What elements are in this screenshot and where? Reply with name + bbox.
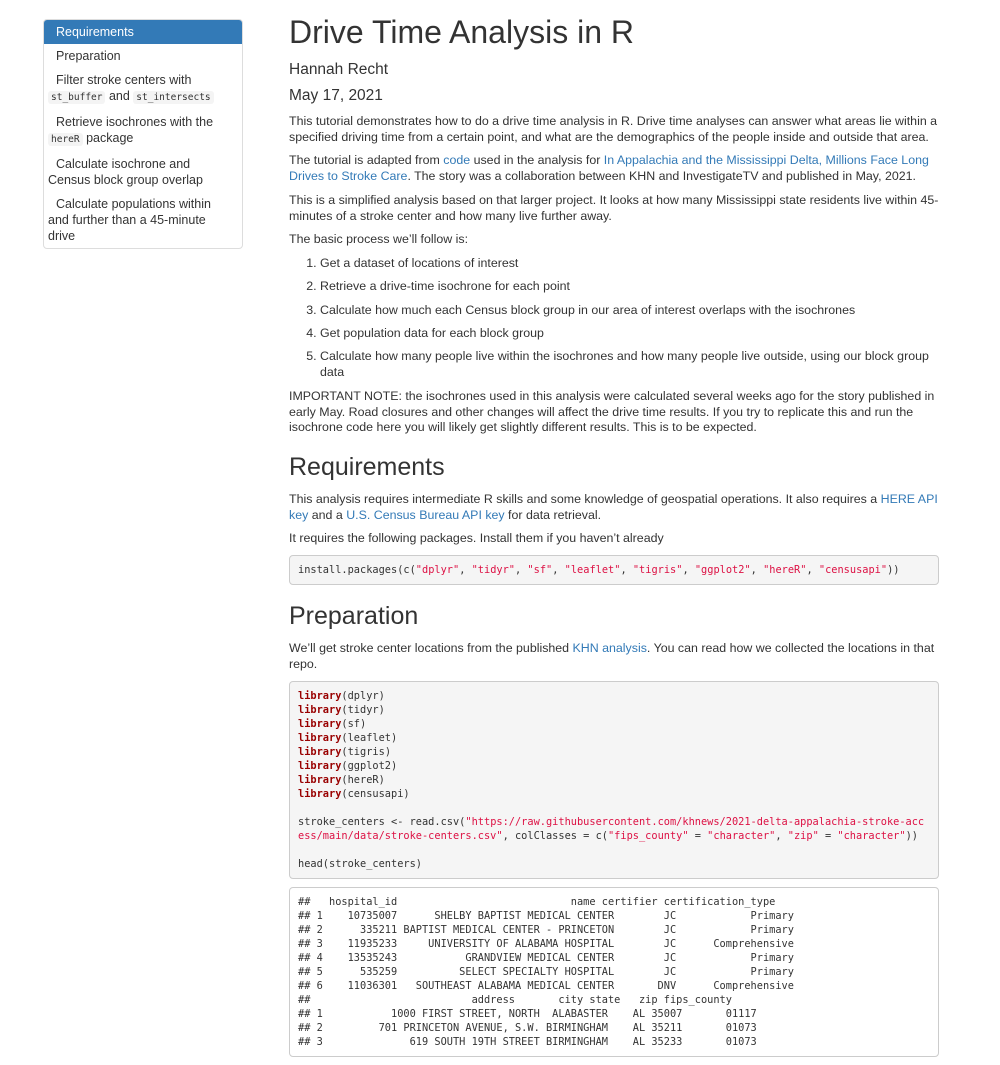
- output-line: ## 2 335211 BAPTIST MEDICAL CENTER - PRINCETON JC Primary: [298, 923, 794, 936]
- code-string: "tidyr": [471, 564, 516, 577]
- khn-analysis-link[interactable]: KHN analysis: [572, 641, 647, 656]
- code-string: "tigris": [632, 564, 683, 577]
- requirements-paragraph: [289, 492, 939, 523]
- publish-date: May 17, 2021: [289, 87, 383, 104]
- toc-item-label: Requirements: [56, 25, 134, 39]
- toc-item-label: Preparation: [56, 49, 121, 63]
- code-text: )): [905, 829, 918, 842]
- toc-item-label: and: [105, 89, 134, 103]
- head-output-block[interactable]: [289, 887, 939, 1057]
- toc-item-preparation[interactable]: [44, 44, 242, 68]
- important-note: IMPORTANT NOTE: the isochrones used in this analysis were calculated several weeks ago for the story published in early May. Road closures and other changes will affect the drive time results. If you try to replicate this and run the isochrone code here you will likely get slightly different results. This is to be expected.: [289, 388, 935, 435]
- toc-item-retrieve-isochrones[interactable]: [44, 110, 242, 152]
- list-item: 4. Get population data for each block group: [320, 326, 939, 342]
- table-of-contents: [43, 19, 243, 249]
- output-line: ## hospital_id name certifier certification_type: [298, 895, 776, 908]
- code-text: sf: [347, 717, 361, 730]
- section-heading-preparation: Preparation: [289, 602, 419, 631]
- toc-item-label: package: [82, 131, 134, 145]
- intro-paragraph: This is a simplified analysis based on that larger project. It looks at how many Mississippi state residents live within 45-minutes of a stroke center and how many live further away.: [289, 192, 939, 223]
- code-string: "zip": [787, 829, 819, 842]
- code-keyword: library: [298, 773, 342, 786]
- text: used in the analysis for: [470, 153, 604, 168]
- process-steps-list: [289, 256, 939, 381]
- code-link[interactable]: code: [443, 153, 471, 168]
- code-text: tidyr: [347, 703, 379, 716]
- code-text: leaflet: [347, 731, 392, 744]
- list-item: 1. Get a dataset of locations of interest: [320, 256, 939, 272]
- text: . The story was a collaboration between KHN and InvestigateTV and published in May, 2021.: [407, 169, 916, 184]
- code-text: stroke_centers <- read.csv(: [298, 815, 466, 828]
- here-api-key-link[interactable]: HERE API key: [289, 492, 938, 522]
- code-text: install.packages(c(: [298, 564, 416, 577]
- code-keyword: library: [298, 745, 342, 758]
- toc-item-label: Retrieve isochrones with the: [56, 115, 214, 129]
- code-text: hereR: [347, 773, 379, 786]
- code-string: "leaflet": [564, 564, 621, 577]
- code-text: =: [688, 829, 708, 842]
- intro-paragraph: The basic process we’ll follow is:: [289, 232, 469, 247]
- code-text: dplyr: [347, 689, 379, 702]
- main-content: [289, 8, 939, 1065]
- toc-code: st_buffer: [48, 91, 105, 104]
- list-item: 5. Calculate how many people live within the isochrones and how many people live outside, using our block group data: [320, 349, 939, 380]
- text: . You can read how we collected the locations in that repo.: [289, 641, 935, 671]
- code-keyword: library: [298, 717, 342, 730]
- code-keyword: library: [298, 703, 342, 716]
- preparation-paragraph: [289, 641, 939, 672]
- intro-paragraph: This tutorial demonstrates how to do a drive time analysis in R. Drive time analyses can answer what areas lie within a specified driving time from a certain point, and what are the demographics of the people inside and outside that area.: [289, 114, 938, 144]
- toc-code: st_intersects: [133, 91, 213, 104]
- code-text: )): [887, 564, 900, 577]
- census-api-key-link[interactable]: U.S. Census Bureau API key: [346, 507, 505, 522]
- text: We’ll get stroke center locations from the published: [289, 641, 573, 656]
- toc-item-calculate-overlap[interactable]: [44, 152, 242, 192]
- text: The tutorial is adapted from: [289, 153, 444, 168]
- code-string: "hereR": [763, 564, 807, 577]
- list-item: 3. Calculate how much each Census block group in our area of interest overlaps with the isochrones: [320, 303, 939, 319]
- output-line: ## 1 1000 FIRST STREET, NORTH ALABASTER AL 35007 01117: [298, 1007, 757, 1020]
- code-string: "character": [837, 829, 906, 842]
- output-line: ## 3 619 SOUTH 19TH STREET BIRMINGHAM AL 35233 01073: [298, 1035, 757, 1048]
- story-link[interactable]: In Appalachia and the Mississippi Delta, Millions Face Long Drives to Stroke Care: [289, 153, 929, 184]
- code-text: head(stroke_centers): [298, 857, 422, 870]
- code-string: "dplyr": [415, 564, 460, 577]
- output-line: ## address city state zip fips_county: [298, 993, 732, 1006]
- toc-item-label: Calculate isochrone and Census block group overlap: [48, 157, 203, 187]
- page-title: Drive Time Analysis in R: [289, 14, 634, 50]
- code-text: , colClasses = c(: [502, 829, 608, 842]
- output-line: ## 6 11036301 SOUTHEAST ALABAMA MEDICAL CENTER DNV Comprehensive: [298, 979, 794, 992]
- install-code-block[interactable]: install.packages(c("dplyr", "tidyr", "sf", "leaflet", "tigris", "ggplot2", "hereR", "censusapi")): [289, 555, 939, 585]
- output-line: ## 3 11935233 UNIVERSITY OF ALABAMA HOSPITAL JC Comprehensive: [298, 937, 794, 950]
- code-text: ,: [775, 829, 788, 842]
- code-keyword: library: [298, 689, 342, 702]
- author: Hannah Recht: [289, 61, 389, 78]
- code-string: "fips_county": [607, 829, 689, 842]
- toc-code: hereR: [48, 133, 83, 146]
- output-line: ## 4 13535243 GRANDVIEW MEDICAL CENTER JC Primary: [298, 951, 794, 964]
- toc-item-calculate-populations[interactable]: [44, 192, 242, 248]
- code-text: tigris: [347, 745, 385, 758]
- toc-item-label: Filter stroke centers with: [56, 73, 192, 87]
- code-keyword: library: [298, 787, 342, 800]
- toc-item-label: Calculate populations within and further than a 45-minute drive: [48, 197, 211, 243]
- text: for data retrieval.: [504, 507, 602, 522]
- code-text: =: [818, 829, 838, 842]
- section-heading-requirements: Requirements: [289, 453, 445, 481]
- text: and a: [308, 507, 347, 522]
- library-code-block[interactable]: library(dplyr) library(tidyr) library(sf) library(leaflet) library(tigris) library(ggplot2) library(hereR) library(censusapi) stroke_centers <- read.csv("https://raw.githubusercontent.com/khnews/2021-delta-appalachia-stroke-access/main/data/stroke-centers.csv", colClasses = c("fips_county" = "character", "zip" = "character")) head(stroke_centers): [289, 681, 939, 879]
- requirements-paragraph: It requires the following packages. Install them if you haven’t already: [289, 531, 664, 546]
- code-string: "https://raw.githubusercontent.com/khnews/2021-delta-appalachia-stroke-access/main/data/stroke-centers.csv": [298, 815, 925, 842]
- toc-item-filter-stroke-centers[interactable]: [44, 68, 242, 110]
- code-text: censusapi: [347, 787, 404, 800]
- text: This analysis requires intermediate R skills and some knowledge of geospatial operations. It also requires a: [289, 492, 881, 506]
- code-keyword: library: [298, 759, 342, 772]
- code-keyword: library: [298, 731, 342, 744]
- toc-item-requirements[interactable]: [44, 20, 242, 44]
- code-string: "ggplot2": [694, 564, 751, 577]
- code-string: "censusapi": [818, 564, 888, 577]
- code-string: "character": [707, 829, 776, 842]
- output-line: ## 2 701 PRINCETON AVENUE, S.W. BIRMINGHAM AL 35211 01073: [298, 1021, 757, 1034]
- list-item: 2. Retrieve a drive-time isochrone for each point: [320, 279, 939, 295]
- output-line: ## 1 10735007 SHELBY BAPTIST MEDICAL CENTER JC Primary: [298, 909, 794, 922]
- output-line: ## 5 535259 SELECT SPECIALTY HOSPITAL JC Primary: [298, 965, 794, 978]
- code-string: "sf": [527, 564, 553, 577]
- code-text: ggplot2: [347, 759, 392, 772]
- intro-paragraph: [289, 153, 939, 184]
